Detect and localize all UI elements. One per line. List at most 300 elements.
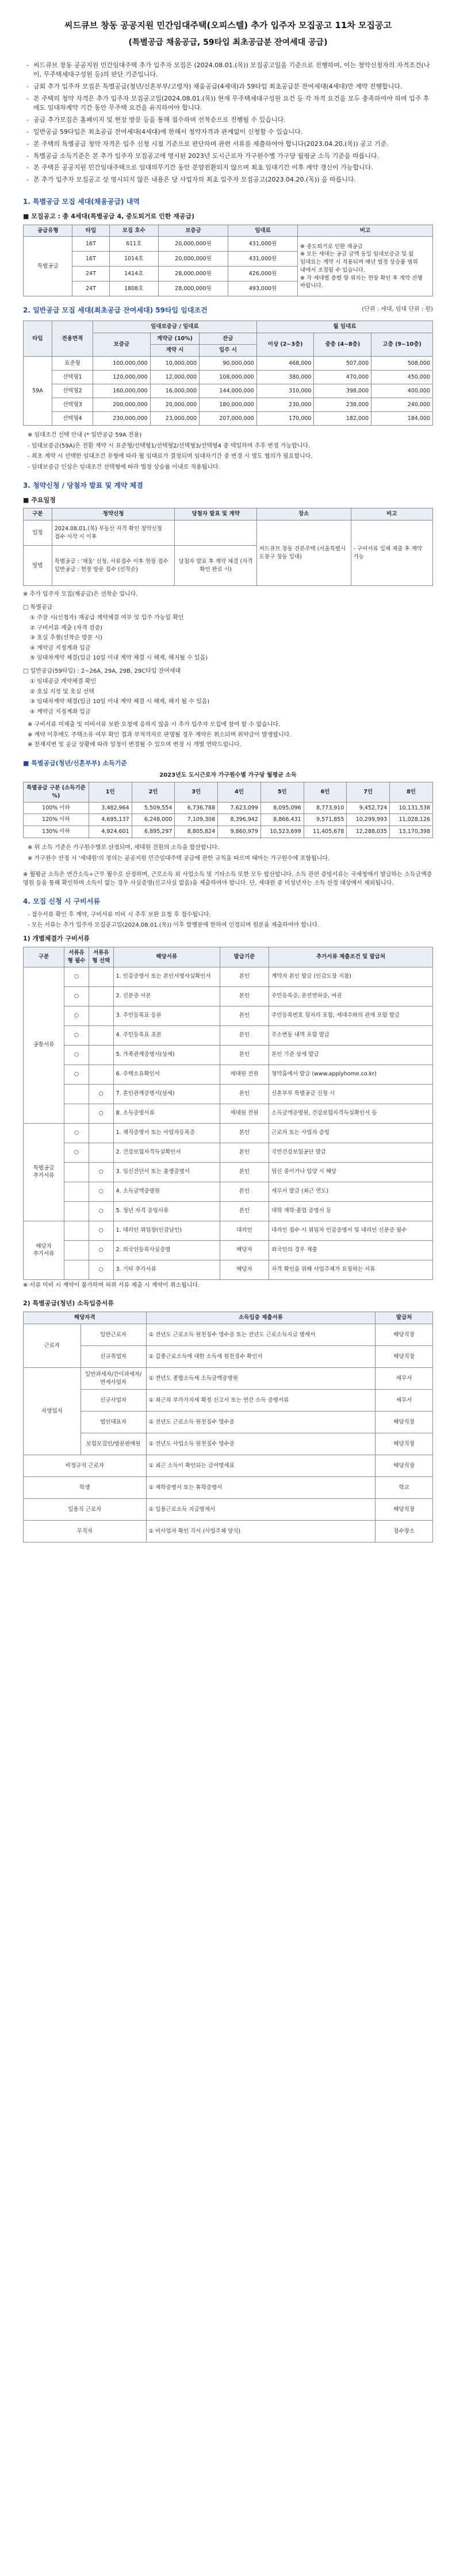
special-steps-title: □ 특별공급	[23, 604, 53, 611]
note-item: ※ 천재지변 및 공급 상황에 따라 일정이 변경될 수 있으며 변경 시 개별 연락드립니다.	[28, 742, 242, 749]
col-header: 월 임대료	[256, 321, 432, 333]
table-cell: 계약자 본인 발급 (인감도장 지참)	[269, 967, 433, 986]
table-row	[24, 1084, 433, 1104]
col-header: 7인	[347, 782, 390, 803]
table-cell: 310,000	[256, 384, 314, 398]
col-header: 4인	[218, 782, 261, 803]
table-cell	[89, 1143, 113, 1162]
table-cell: ○	[64, 1065, 89, 1084]
table-cell: 해당직장	[375, 1499, 433, 1521]
table-cell: 238,000	[314, 398, 371, 412]
table-row	[24, 1221, 433, 1240]
supply-group-cell: 특별공급	[24, 237, 72, 296]
table-cell: 본인	[220, 1143, 269, 1162]
table-cell: 자영업자	[24, 1368, 81, 1455]
table-cell: 398,000	[314, 384, 371, 398]
table-cell: 7,623,099	[218, 802, 261, 814]
table-cell: 본인	[220, 1123, 269, 1143]
table-cell: 본인	[220, 1182, 269, 1201]
table-cell: 207,000,000	[200, 412, 257, 426]
table-cell: 508,000	[371, 357, 433, 371]
table-cell: 100% 이하	[24, 802, 89, 814]
table-cell: ① 전년도 종합소득세 소득금액증명원	[146, 1368, 375, 1390]
table-cell: 1. 인감증명서 또는 본인서명사실확인서	[113, 967, 220, 986]
table-cell: 11,028,126	[390, 814, 433, 826]
table-cell: 13,170,398	[390, 826, 433, 838]
table-row	[24, 1201, 433, 1221]
table-cell: 대학 재학·졸업 증명서 등	[269, 1201, 433, 1221]
table-cell: 9,860,979	[218, 826, 261, 838]
note-item: ※ 구비서류 미제출 및 미비서류 보완 요청에 응하지 않을 시 추가 입주자 모집에 참여 할 수 없습니다.	[28, 722, 281, 728]
table-cell: 4. 주민등록표 초본	[113, 1025, 220, 1045]
table-cell	[89, 967, 113, 986]
table-cell: 자격 확인을 위해 사업주체가 요청하는 서류	[269, 1260, 433, 1279]
table-cell: 11,405,678	[304, 826, 347, 838]
table-cell: 주소변동 내역 포함 발급	[269, 1025, 433, 1045]
table-cell: ○	[64, 1143, 89, 1162]
table-cell: 400,000	[371, 384, 433, 398]
table-cell: 비정규직 근로자	[24, 1455, 147, 1477]
table-row	[24, 1182, 433, 1201]
intro-item: - 특별공급 소득기준은 본 추가 입주자 모집공고에 명시된 2023년 도시근로자 가구원수별 가구당 월평균 소득 기준을 따릅니다.	[26, 152, 433, 161]
table-cell: 3. 주민등록표 등본	[113, 1006, 220, 1025]
section-1-subtitle: ■ 모집공고 : 총 4세대(특별공급 4, 중도퇴거로 인한 재공급)	[23, 212, 195, 220]
table-cell: 본인	[220, 1006, 269, 1025]
table-cell: 해당직장	[375, 1324, 433, 1346]
table-row	[24, 1045, 433, 1065]
table-cell: 1. 대리인 위임장(인감날인)	[113, 1221, 220, 1240]
table-cell	[64, 1162, 89, 1182]
table-cell: 100,000,000	[93, 357, 151, 371]
table-cell: 해당직장	[375, 1455, 433, 1477]
table-cell: 일반과세자/간이과세자/면세사업자	[81, 1368, 146, 1390]
table-cell: 선택형2	[52, 384, 93, 398]
table-cell: ○	[64, 986, 89, 1006]
intro-item: - 본 주택은 공공지원 민간임대주택으로 임대의무기간 동안 분양전환되지 않으며 최초 임대기간 이후 계약 갱신이 가능합니다.	[26, 163, 433, 172]
table-cell: 대리인 접수 시 위임자 인감증명서 및 대리인 신분증 필수	[269, 1221, 433, 1240]
table-cell: 본인	[220, 1084, 269, 1104]
section-3-subtitle: ■ 주요일정	[23, 496, 56, 504]
type-cell: 59A	[24, 357, 52, 426]
table-cell: 611호	[109, 237, 158, 252]
table-cell	[175, 520, 256, 546]
table-cell: 일용직 근로자	[24, 1499, 147, 1521]
table-cell: 1808호	[109, 281, 158, 296]
table-cell: ○	[89, 1240, 113, 1260]
table-cell: 1014호	[109, 252, 158, 267]
table-cell: 일반근로자	[81, 1324, 146, 1346]
table-cell: 24T	[72, 267, 109, 281]
table-cell: 일정	[24, 520, 52, 546]
step-item: ① 주장 시(신청자) 재공급 계약체결 여부 및 입주 가능일 확인	[30, 615, 184, 622]
table-cell: 450,000	[371, 371, 433, 384]
table-cell: 240,000	[371, 398, 433, 412]
table-row	[24, 1368, 433, 1390]
table-cell: ○	[64, 1006, 89, 1025]
col-header: 비고	[351, 508, 432, 520]
table-cell: 12,288,035	[347, 826, 390, 838]
section-3-tail-notes	[28, 721, 433, 750]
table-row	[24, 1240, 433, 1260]
table-cell: 6,895,297	[132, 826, 175, 838]
table-cell: 130% 이하	[24, 826, 89, 838]
step-item: ② 호실 지정 및 호실 선택	[30, 688, 94, 695]
table-cell: ① 일용근로소득 지급명세서	[146, 1499, 375, 1521]
table-cell: ① 최근 소득이 확인되는 급여명세표	[146, 1455, 375, 1477]
table-cell: 특별공급 : '채움' 신청, 서류접수 이후 현장 접수 일반공급 : 현장 방문 접수 (선착순)	[52, 546, 175, 586]
section-1-title: 1. 특별공급 모집 세대(채움공급) 내역	[23, 198, 140, 206]
table-cell: 170,000	[256, 412, 314, 426]
section-4-lines	[28, 911, 433, 930]
table-cell: 세무서	[375, 1368, 433, 1390]
col-header: 중층 (4~8층)	[314, 333, 371, 357]
table-row	[24, 1412, 433, 1433]
table-cell: ○	[64, 1045, 89, 1065]
col-header: 입주 시	[200, 345, 257, 357]
table-row	[24, 1143, 433, 1162]
table-row	[24, 1324, 433, 1346]
table-row	[24, 1390, 433, 1412]
table-cell: 16T	[72, 237, 109, 252]
col-header: 임대료	[228, 225, 297, 237]
table-cell: 9,452,724	[347, 802, 390, 814]
table-row	[24, 1006, 433, 1025]
table-cell: 6,248,000	[132, 814, 175, 826]
table-cell: 2. 신분증 사본	[113, 986, 220, 1006]
table-cell: 5. 청년 자격 증빙서류	[113, 1201, 220, 1221]
table-cell: 표준형	[52, 357, 93, 371]
table-cell: ① 전년도 사업소득 원천징수 영수증	[146, 1433, 375, 1455]
table-cell: ① 최근의 부가가치세 확정 신고서 또는 연간 소득 증명서류	[146, 1390, 375, 1412]
table-cell: 5. 가족관계증명서(상세)	[113, 1045, 220, 1065]
table-cell: 1414호	[109, 267, 158, 281]
table-cell: 해당직장	[375, 1412, 433, 1433]
table-cell: 184,000	[371, 412, 433, 426]
table-cell: ○	[89, 1162, 113, 1182]
table-cell: 선택형4	[52, 412, 93, 426]
table-cell: 380,000	[256, 371, 314, 384]
table-cell: 230,000,000	[93, 412, 151, 426]
table-cell: 본인	[220, 967, 269, 986]
table-cell: 16T	[72, 252, 109, 267]
col-header: 해당서류	[113, 947, 220, 967]
table-cell	[89, 1123, 113, 1143]
table-cell	[89, 1006, 113, 1025]
table-cell: 3. 기타 추가서류	[113, 1260, 220, 1279]
table-cell: 8,396,942	[218, 814, 261, 826]
note-item: ※ 임대조건 선택 안내 (* 일반공급 59A 전용)	[28, 432, 142, 439]
table-cell: 보험모집인/방문판매원	[81, 1433, 146, 1455]
general-supply-table	[23, 321, 433, 426]
table-cell: ① 전년도 근로소득 원천징수 영수증 또는 전년도 근로소득지급 명세서	[146, 1324, 375, 1346]
table-cell: 10,000,000	[150, 357, 199, 371]
table-cell	[64, 1240, 89, 1260]
note-item: - 임대보증금(59A)은 전환 계약 시 표준형/선택형1/선택형2/선택형3/선택형4 중 택일하며 추후 변경 가능합니다.	[28, 442, 311, 449]
note-item: ※ 계약 이후에도 주택소유 여부 확인 결과 부적격자로 판명될 경우 계약은 취소되며 위약금이 발생합니다.	[28, 731, 292, 738]
documents-subtitle: 1) 개별체결가 구비서류	[23, 935, 90, 943]
table-cell: 4,695,137	[89, 814, 132, 826]
income-more-note: ※ 월평균 소득은 연간소득÷근무 월수로 산정하며, 근로소득 외 사업소득 및 기타소득 또한 모두 합산합니다. 소득 관련 증빙서류는 국세청에서 발급하는 소득금액증명원 등을 통해 확인하며 소득이 없는 경우 사실증명(신고사실 없음)을 제출하여야 합니다. 단, 세대원 중 미성년자는 소득 산정 대상에서 제외됩니다.	[23, 871, 432, 886]
table-cell: 468,000	[256, 357, 314, 371]
table-cell: 본인	[220, 1045, 269, 1065]
step-item: ⑤ 임대차계약 체결(입금 10일 이내 계약 체결 시 해제, 해지될 수 있음)	[30, 655, 208, 662]
document-group-cell: 특별공급 추가서류	[24, 1123, 64, 1221]
table-cell: 2024.08.01.(목) 부동산 자격 확인 청약신청 접수 시작 시 이후	[52, 520, 175, 546]
col-header: 구분	[24, 508, 52, 520]
table-cell: - 구비서류 일체 제출 후 계약 가능	[351, 520, 432, 586]
table-cell: 근로자 또는 사업자 증빙	[269, 1123, 433, 1143]
table-cell: 120,000,000	[93, 371, 151, 384]
note-item: ※ 가구원수 산정 시 '세대원'의 정의는 공공지원 민간임대주택 공급에 관한 규칙을 따르며 태아는 가구원수에 포함됩니다.	[28, 855, 330, 862]
table-cell	[64, 1104, 89, 1123]
documents-legend: ※ 서류 미비 시 계약이 불가하며 허위 서류 제출 시 계약이 취소됩니다.	[23, 1282, 200, 1289]
step-item: ② 구비서류 제출 (자격 검증)	[30, 624, 103, 631]
table-cell: ① 전년도 근로소득 원천징수 영수증	[146, 1412, 375, 1433]
table-cell: 90,000,000	[200, 357, 257, 371]
table-cell: 2. 건강보험자격득실확인서	[113, 1143, 220, 1162]
section-3-notes	[23, 591, 433, 750]
table-cell: 국민건강보험공단 발급	[269, 1143, 433, 1162]
document-subtitle: (특별공급 채움공급, 59타입 최초공급분 잔여세대 공급)	[128, 37, 328, 47]
col-header: 잔금	[200, 333, 257, 345]
table-cell: 8,773,910	[304, 802, 347, 814]
income-table-caption: 2023년도 도시근로자 가구원수별 가구당 월평균 소득	[159, 772, 297, 778]
table-cell: 근로자	[24, 1324, 81, 1368]
table-cell: 24T	[72, 281, 109, 296]
intro-item: - 공급 추가모집은 홈페이지 및 현장 방문 등을 통해 접수하며 선착순으로 진행될 수 있습니다.	[26, 115, 433, 125]
table-cell: 7. 혼인관계증명서(상세)	[113, 1084, 220, 1104]
table-cell	[89, 1025, 113, 1045]
step-item: ③ 임대차계약 체결(입금 10일 이내 계약 체결 시 해제, 해지 될 수 있음)	[30, 699, 210, 705]
table-cell: 182,000	[314, 412, 371, 426]
documents-table	[23, 947, 433, 1280]
col-header: 장소	[256, 508, 351, 520]
table-cell: 470,000	[314, 371, 371, 384]
table-cell: 본인 기준 상세 발급	[269, 1045, 433, 1065]
table-cell: 9,571,855	[304, 814, 347, 826]
table-cell: 본인	[220, 1025, 269, 1045]
table-cell: 6,736,788	[175, 802, 218, 814]
table-cell: 144,000,000	[200, 384, 257, 398]
table-cell: ○	[89, 1221, 113, 1240]
table-cell: 소득금액증명원, 건강보험자격득실확인서 등	[269, 1104, 433, 1123]
income-proof-table	[23, 1312, 433, 1542]
col-header: 당첨자 발표 및 계약	[175, 508, 256, 520]
col-header: 소득입증 제출서류	[146, 1312, 375, 1324]
table-cell: 접수장소	[375, 1521, 433, 1542]
table-cell: 10,299,993	[347, 814, 390, 826]
note-item: - 최초 계약 시 선택한 임대조건 유형에 따라 월 임대료가 결정되며 임대차기간 중 변경 시 별도 협의가 필요합니다.	[28, 453, 313, 460]
table-cell: 청약홈에서 발급 (www.applyhome.co.kr)	[269, 1065, 433, 1084]
table-cell: 당첨자 발표 후 계약 체결 (자격 확인 완료 시)	[175, 546, 256, 586]
section-2-title-text: 2. 일반공급 모집 세대(최초공급 잔여세대) 59타입 임대조건	[23, 306, 208, 315]
section-3-title: 3. 청약신청 / 당첨자 발표 및 계약 체결	[23, 481, 143, 490]
step-item: ④ 계약금 지정계좌 입금	[30, 708, 91, 715]
table-cell: ① 재학증명서 또는 휴학증명서	[146, 1477, 375, 1499]
table-cell: 507,000	[314, 357, 371, 371]
table-cell: 4,924,601	[89, 826, 132, 838]
table-cell: 431,000원	[228, 237, 297, 252]
table-cell: ① 갑종근로소득에 대한 소득세 원천징수 확인서	[146, 1346, 375, 1368]
table-cell: 3. 임신진단서 또는 출생증명서	[113, 1162, 220, 1182]
table-cell: 방법	[24, 546, 52, 586]
table-cell: 무직자	[24, 1521, 147, 1542]
table-cell: 본인	[220, 1201, 269, 1221]
table-cell	[64, 1182, 89, 1201]
note-lead: ※ 추가 입주자 모집(재공급)은 선착순 입니다.	[23, 591, 138, 598]
special-steps	[30, 614, 433, 663]
table-cell: 120% 이하	[24, 814, 89, 826]
intro-item: - 본 추가 입주자 모집공고 상 명시되지 않은 내용은 당 사업자의 최초 입주자 모집공고(2023.04.20.(목)) 을 따릅니다.	[26, 175, 433, 184]
table-cell: 해당직장	[375, 1433, 433, 1455]
table-cell: 세무서	[375, 1390, 433, 1412]
table-cell	[64, 1221, 89, 1240]
table-row	[24, 1499, 433, 1521]
section-2-notes	[26, 431, 433, 472]
table-cell	[89, 986, 113, 1006]
table-cell: ○	[89, 1260, 113, 1279]
section-2-title	[23, 306, 433, 315]
col-header: 구분	[24, 947, 64, 967]
general-steps-title: □ 일반공급(59타입) : 2~26A, 29A, 29B, 29C타입 잔여세대	[23, 668, 181, 674]
table-cell: 8,805,824	[175, 826, 218, 838]
table-cell: 1. 재직증명서 또는 사업자등록증	[113, 1123, 220, 1143]
table-cell: 28,000,000원	[158, 267, 228, 281]
col-header: 5인	[260, 782, 304, 803]
col-header: 서류유형 선택	[89, 947, 113, 967]
table-cell: 108,000,000	[200, 371, 257, 384]
table-cell: 선택형3	[52, 398, 93, 412]
intro-item: - 본 주택의 특별공급 청약 자격은 입주 신청 시점 기준으로 판단하며 관련 서류를 제출하여야 합니다(2023.04.20.(목)) 공고 기준.	[26, 140, 433, 149]
col-header: 보증금	[93, 333, 151, 357]
table-row	[24, 1123, 433, 1143]
col-header: 1인	[89, 782, 132, 803]
table-cell: 법인대표자	[81, 1412, 146, 1433]
col-header: 모집 호수	[109, 225, 158, 237]
col-header: 발급기준	[220, 947, 269, 967]
table-cell	[89, 1045, 113, 1065]
table-cell: ○	[64, 1025, 89, 1045]
income-notes	[26, 844, 433, 863]
intro-list	[26, 61, 433, 184]
note-item: - 임대보증금 인상은 임대조건 선택형에 따라 법정 상승률 이내로 적용됩니다.	[28, 464, 220, 471]
table-cell: 493,000원	[228, 281, 297, 296]
table-cell: 본인	[220, 1162, 269, 1182]
table-cell: 해당자	[220, 1240, 269, 1260]
table-cell: 세대원 전원	[220, 1104, 269, 1123]
table-cell: 10,131,538	[390, 802, 433, 814]
table-cell	[64, 1201, 89, 1221]
table-cell: ○	[64, 1123, 89, 1143]
income-proof-body	[24, 1324, 433, 1542]
table-cell: 학교	[375, 1477, 433, 1499]
table-cell: 임신 중이거나 입양 시 해당	[269, 1162, 433, 1182]
table-cell	[64, 1260, 89, 1279]
col-header: 계약금 (10%)	[150, 333, 199, 345]
remark-cell: ※ 중도퇴거로 인한 재공급 ※ 모든 세대는 공급 금액 동일 임대보증금 및 월 임대료는 계약 시 적용되며 매년 법정 상승률 범위 내에서 조정될 수 있습니다. ※ 각 세대별 층별 향 위치는 현장 확인 후 계약 진행 바랍니다.	[298, 237, 433, 296]
table-cell: 230,000	[256, 398, 314, 412]
table-cell: 16,000,000	[150, 384, 199, 398]
table-cell: 431,000원	[228, 252, 297, 267]
table-cell: 5,509,554	[132, 802, 175, 814]
general-steps	[30, 678, 433, 716]
col-header: 6인	[304, 782, 347, 803]
table-cell: 해당직장	[375, 1346, 433, 1368]
table-cell: ○	[89, 1084, 113, 1104]
table-cell: 대리인	[220, 1221, 269, 1240]
table-row	[24, 1065, 433, 1084]
col-header: 추가서류 제출조건 및 발급처	[269, 947, 433, 967]
table-cell: 세대원 전원	[220, 1065, 269, 1084]
table-row	[24, 967, 433, 986]
table-cell: 본인	[220, 986, 269, 1006]
table-row	[24, 1346, 433, 1368]
col-header: 발급처	[375, 1312, 433, 1324]
table-cell	[89, 1065, 113, 1084]
step-item: ① 임대공급 계약체결 확인	[30, 678, 97, 685]
section-4-title: 4. 모집 신청 시 구비서류	[23, 897, 100, 905]
table-cell: 해당자	[220, 1260, 269, 1279]
income-proof-subtitle: 2) 특별공급(청년) 소득입증서류	[23, 1299, 114, 1308]
table-cell: ○	[89, 1201, 113, 1221]
table-row	[24, 1104, 433, 1123]
table-cell: 선택형1	[52, 371, 93, 384]
table-cell: 2. 외국인등록사실증명	[113, 1240, 220, 1260]
table-cell: 6. 주택소유확인서	[113, 1065, 220, 1084]
step-item: ③ 호실 추첨(선착순 방문 시)	[30, 635, 103, 642]
col-header: 이상 (2~3층)	[256, 333, 314, 357]
table-cell: 8,866,431	[260, 814, 304, 826]
col-header: 청약신청	[52, 508, 175, 520]
table-cell: 주민등록증, 운전면허증, 여권	[269, 986, 433, 1006]
col-header: 8인	[390, 782, 433, 803]
table-cell: 씨드큐브 창동 견본주택 (서울특별시 도봉구 창동 일대)	[256, 520, 351, 586]
documents-table-body	[24, 967, 433, 1279]
table-cell: 160,000,000	[93, 384, 151, 398]
table-cell: 180,000,000	[200, 398, 257, 412]
table-cell: 426,000원	[228, 267, 297, 281]
table-cell: 20,000,000원	[158, 252, 228, 267]
table-cell: 10,523,699	[260, 826, 304, 838]
table-row	[24, 1477, 433, 1499]
table-row	[24, 1455, 433, 1477]
income-standard-title: ■ 특별공급(청년/신혼부부) 소득기준	[23, 759, 127, 767]
col-header: 비고	[298, 225, 433, 237]
intro-item: - 본 주택의 청약 자격은 추가 입주자 모집공고일(2024.08.01.(목)) 현재 무주택세대구성원 요건 등 각 자격 요건을 모두 충족하여야 하며 입주 후에도 임대차계약 기간 동안 무주택 요건을 유지하여야 합니다.	[26, 94, 433, 113]
col-header: 계약 시	[150, 345, 199, 357]
table-row	[24, 1260, 433, 1279]
table-cell: 신혼부부 특별공급 신청 시	[269, 1084, 433, 1104]
table-cell: 외국인의 경우 제출	[269, 1240, 433, 1260]
table-cell: 23,000,000	[150, 412, 199, 426]
table-cell: 8,095,096	[260, 802, 304, 814]
table-cell: ① 비사업자 확인 각서 (사업주체 양식)	[146, 1521, 375, 1542]
intro-item: - 씨드큐브 창동 공공지원 민간임대주택 추가 입주자 모집은 (2024.08.01.(목)) 모집공고일을 기준으로 진행하며, 이는 청약신청자의 자격조건(나이, 무주택세대구성원 등)의 판단 기준입니다.	[26, 61, 433, 79]
document-title: 씨드큐브 창동 공공지원 민간임대주택(오피스텔) 추가 입주자 모집공고 11차 모집공고	[64, 20, 392, 30]
col-header: 타입	[72, 225, 109, 237]
table-cell: 8. 소득증빙서류	[113, 1104, 220, 1123]
table-cell	[64, 1084, 89, 1104]
special-supply-table	[23, 225, 433, 297]
note-item: ※ 위 소득 기준은 가구원수별로 산정되며, 세대원 전원의 소득을 합산합니다.	[28, 844, 220, 851]
table-cell: ○	[89, 1104, 113, 1123]
intro-item: - 금회 추가 입주자 모집은 특별공급(청년/신혼부부/고령자) 채움공급(4세대)과 59타입 최초공급분 잔여세대(4세대)만 계약 진행합니다.	[26, 82, 433, 91]
table-row	[24, 1025, 433, 1045]
col-header: 공급유형	[24, 225, 72, 237]
table-cell: 28,000,000원	[158, 281, 228, 296]
note-item: - 접수서류 확인 후 계약, 구비서류 미비 시 추후 보완 요청 후 접수됩니다.	[28, 912, 211, 919]
col-header: 3인	[175, 782, 218, 803]
